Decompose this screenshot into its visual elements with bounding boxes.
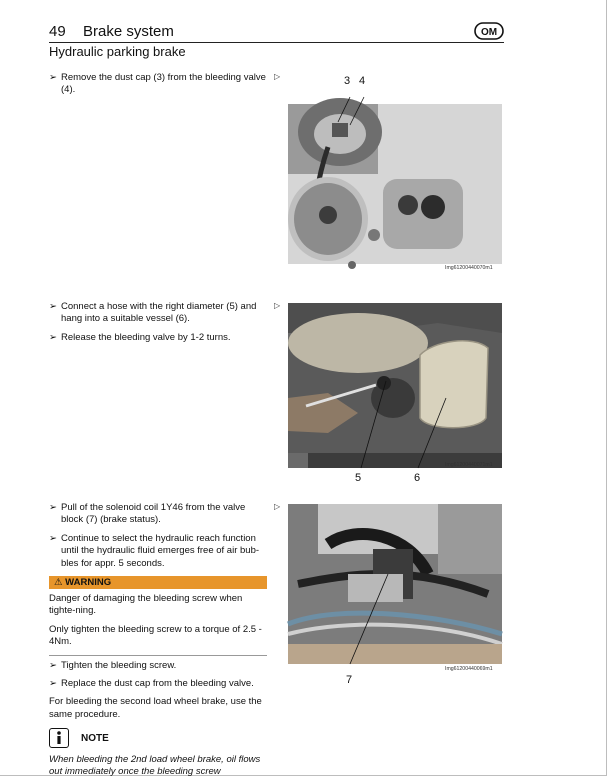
- info-icon: [49, 728, 69, 748]
- callout-7: 7: [346, 674, 353, 686]
- figure-1: [288, 75, 502, 277]
- warning-text: Only tighten the bleeding screw to a torque of 2.5 - 4Nm.: [49, 623, 262, 648]
- step-text: Remove the dust cap (3) from the bleeding valve (4).: [61, 72, 266, 96]
- step-block-2: [49, 301, 267, 350]
- bullet-arrow-icon: ➢: [49, 502, 57, 513]
- figure-2: [288, 303, 502, 468]
- chapter-title: Brake system: [83, 23, 174, 40]
- procedure-text: For bleeding the second load wheel brake, use the same procedure.: [49, 696, 262, 720]
- step-item: [49, 301, 267, 326]
- step-text: Pull of the solenoid coil 1Y46 from the valve block (7) (brake status).: [61, 502, 246, 526]
- figure-pointer-icon: ▷: [274, 502, 281, 511]
- step-text: Release the bleeding valve by 1-2 turns.: [61, 331, 231, 343]
- figure-pointer-icon: ▷: [274, 72, 281, 81]
- figure-pointer-icon: ▷: [274, 301, 281, 310]
- step-item: [49, 332, 267, 344]
- note-text: When bleeding the 2nd load wheel brake, oil flows out immediately once the bleeding screw: [49, 754, 261, 777]
- callout-6: 6: [414, 472, 421, 484]
- section-title: Hydraulic parking brake: [49, 44, 186, 59]
- separator: [49, 655, 267, 656]
- figure-caption: Img61200440070m1: [445, 265, 493, 271]
- callout-3: 3: [344, 75, 351, 87]
- callout-4: 4: [359, 75, 366, 87]
- step-block-1: [49, 72, 267, 103]
- bullet-arrow-icon: ➢: [49, 678, 57, 690]
- bullet-arrow-icon: ➢: [49, 72, 57, 83]
- step-item: [49, 72, 267, 97]
- warning-label: WARNING: [65, 577, 112, 589]
- figure-3: [288, 504, 502, 664]
- photo-hose-vessel: [288, 303, 502, 468]
- step-item: [49, 660, 267, 672]
- figure-caption: Img61200440071m1: [445, 462, 493, 468]
- photo-valve-block: [288, 504, 502, 664]
- callout-5: 5: [355, 472, 362, 484]
- warning-text: Danger of damaging the bleeding screw when tighte-ning.: [49, 593, 243, 617]
- svg-text:OM: OM: [480, 27, 498, 38]
- note-label: NOTE: [81, 733, 109, 744]
- step-text: Continue to select the hydraulic reach function until the hydraulic fluid emerges free of air bub-bles for appr. 5 seconds.: [61, 532, 260, 569]
- step-item: [49, 533, 267, 570]
- step-text: Connect a hose with the right diameter (5) and hang into a suitable vessel (6).: [61, 301, 257, 325]
- warning-bar: [49, 576, 267, 589]
- step-item: [49, 678, 267, 690]
- photo-bleeding-valve: [288, 87, 502, 277]
- bullet-arrow-icon: ➢: [49, 532, 57, 544]
- warning-icon: ⚠: [54, 577, 63, 589]
- bullet-arrow-icon: ➢: [49, 331, 57, 343]
- step-block-3: [49, 502, 267, 727]
- page-number: 49: [49, 23, 66, 40]
- header-rule: [49, 42, 504, 43]
- figure-caption: Img61200440069m1: [445, 666, 493, 672]
- page-header: [49, 22, 504, 62]
- step-text: Replace the dust cap from the bleeding valve.: [61, 678, 254, 690]
- bullet-arrow-icon: ➢: [49, 301, 57, 312]
- note-header: [49, 728, 269, 750]
- om-logo-icon: [474, 22, 504, 40]
- step-text: Tighten the bleeding screw.: [61, 659, 177, 671]
- step-item: [49, 502, 267, 527]
- bullet-arrow-icon: ➢: [49, 659, 57, 671]
